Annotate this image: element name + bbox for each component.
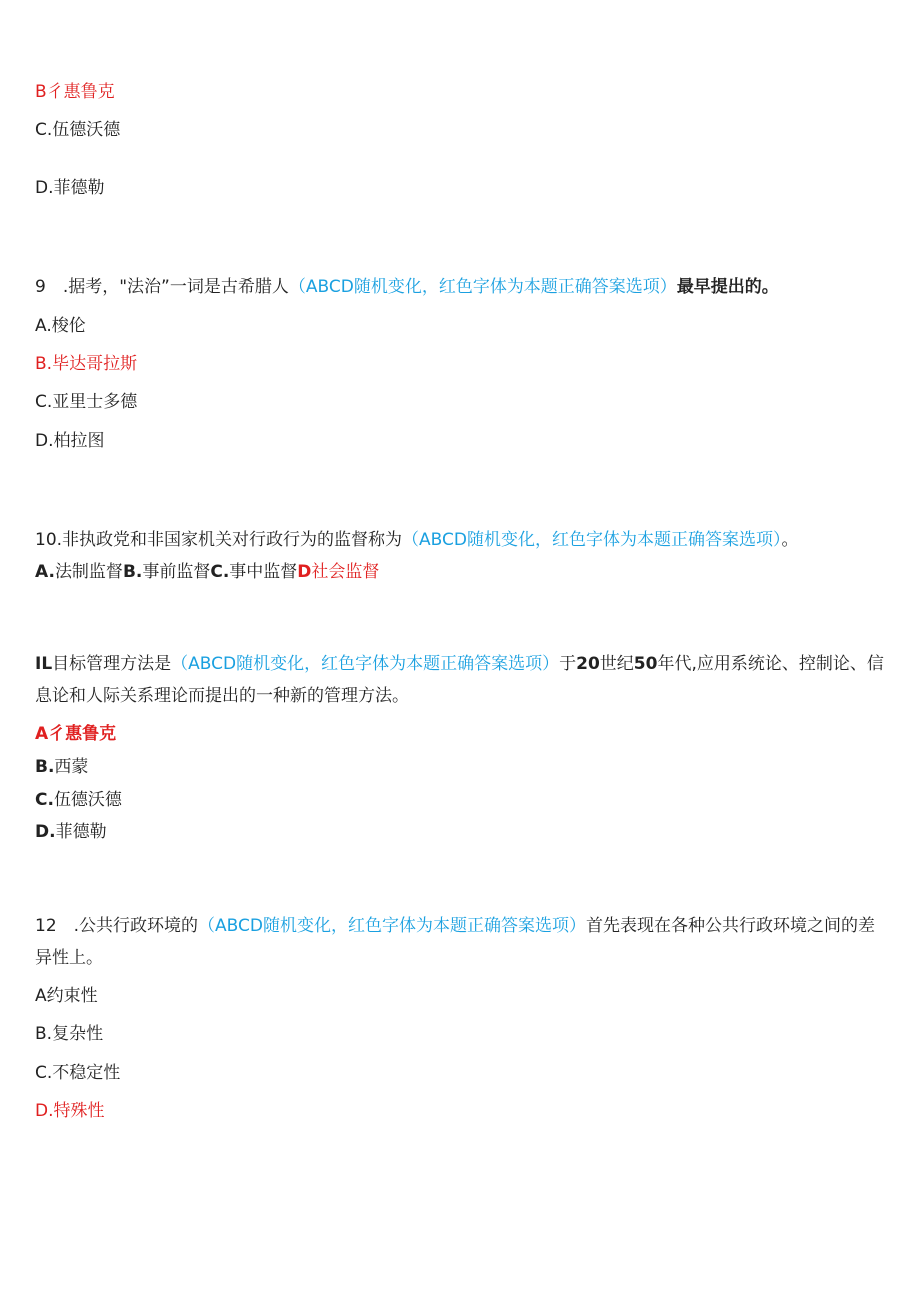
q12-option-a: A约束性 [35,986,98,1006]
q11-option-b-letter: B. [35,757,55,777]
q9-option-d: D.柏拉图 [35,431,105,451]
q9-question [35,276,779,298]
q9-question-text: 9 .据考，"法治”一词是古希腊人 [35,277,289,297]
q8-option-c: C.伍德沃德 [35,120,121,140]
q10-option-d-letter: D [297,562,312,582]
q11-option-d-text: 菲德勒 [55,822,107,842]
q11-question [35,648,885,712]
q9-option-c: C.亚里士多德 [35,392,138,412]
q10-question-text: 10.非执政党和非国家机关对行政行为的监督称为 [35,530,403,550]
q11-option-a: A彳惠鲁克 [35,724,117,744]
q11-question-end: 年代,应用系统论、控制论、信息论和人际关系理论而提出的一种新的管理方法。 [35,654,884,706]
q11-text-century: 世纪 [599,654,634,674]
q12-option-b: B.复杂性 [35,1024,104,1044]
q10-option-a-letter: A. [35,562,55,582]
q12-question-text: 12 .公共行政环境的 [35,916,199,936]
q11-year-50: 50 [633,654,658,674]
q9-answer-hint: （ABCD随机变化，红色字体为本题正确答案选项） [288,277,677,297]
q8-option-b: B彳惠鲁克 [35,82,115,102]
q11-year-20: 20 [576,654,600,674]
q11-number: IL [35,654,53,674]
q10-option-a: 法制监督 [54,562,123,582]
q12-answer-hint: （ABCD随机变化，红色字体为本题正确答案选项） [198,916,586,936]
q11-option-d [35,821,107,843]
q9-option-b: B.毕达哥拉斯 [35,354,138,374]
q10-option-c: 事中监督 [229,562,298,582]
q11-text-mid: 于 [559,654,577,674]
q12-question-end: 首先表现在各种公共行政环境之间的差异性上。 [35,916,875,968]
q12-option-d: D.特殊性 [35,1101,105,1121]
q12-question [35,910,885,974]
q11-option-b-text: 西蒙 [54,757,89,777]
q10-option-d: 社会监督 [311,562,380,582]
q8-option-d: D.菲德勒 [35,178,105,198]
q9-option-a: A.梭伦 [35,316,86,336]
q10-question-end: 。 [781,530,799,550]
q11-question-text: 目标管理方法是 [52,654,172,674]
q9-question-end: 最早提出的。 [676,277,779,297]
q12-option-c: C.不稳定性 [35,1063,121,1083]
q10-option-c-letter: C. [210,562,230,582]
q11-option-c-text: 伍德沃德 [53,790,122,810]
q11-option-b [35,756,88,778]
q10-question [35,529,799,551]
q11-option-c-letter: C. [35,790,54,810]
q10-option-b: 事前监督 [142,562,211,582]
q11-answer-hint: （ABCD随机变化，红色字体为本题正确答案选项） [171,654,560,674]
q11-option-c [35,789,122,811]
q11-option-d-letter: D. [35,822,56,842]
q10-answer-hint: （ABCD随机变化，红色字体为本题正确答案选项） [402,530,782,550]
q10-option-b-letter: B. [122,562,143,582]
q10-options [35,561,379,583]
